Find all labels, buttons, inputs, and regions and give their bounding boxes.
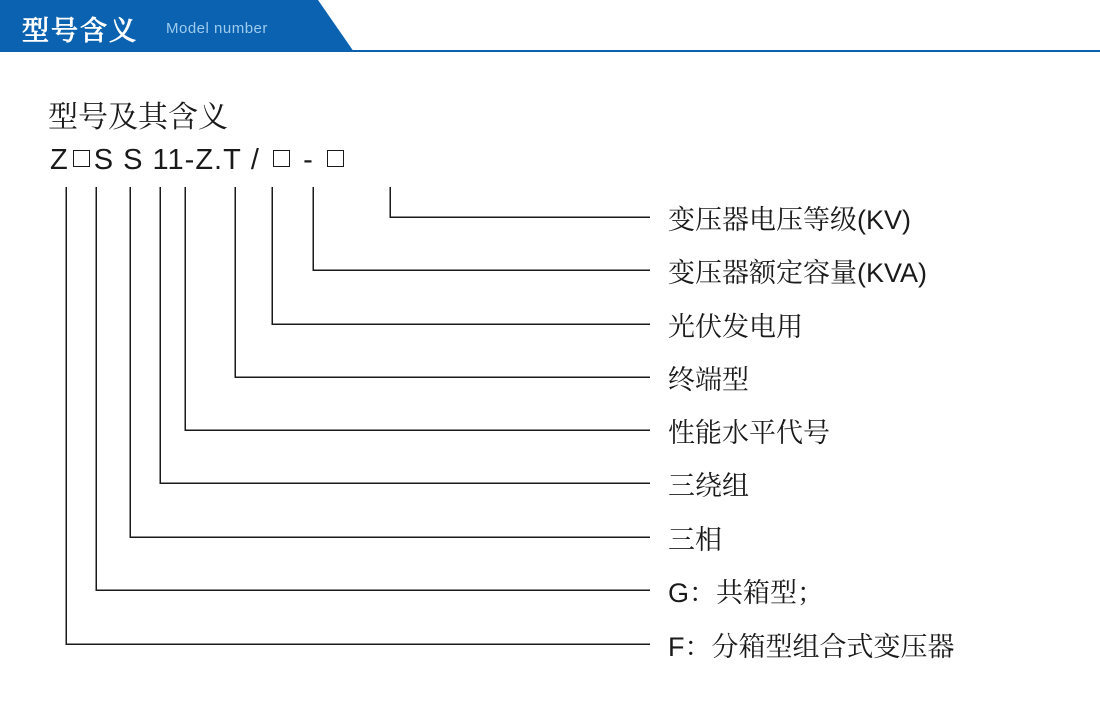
leader-performance-code (185, 187, 650, 430)
leader-lines-group (0, 52, 1100, 706)
model-code-char-11: 11 (152, 144, 185, 176)
leader-pv-use (272, 187, 650, 324)
label-type-g: G：共箱型； (668, 578, 825, 608)
model-code-char-s2: S (123, 144, 144, 176)
page-subtitle: Model number (166, 20, 268, 37)
leader-rated-capacity (313, 187, 650, 270)
diagram-heading: 型号及其含义 (48, 101, 228, 134)
model-code-dash-1: - (184, 144, 196, 176)
model-code-dash-2: - (303, 144, 314, 176)
leader-type-f (66, 187, 650, 644)
leader-three-winding (160, 187, 650, 483)
model-code-char-s1: S (93, 144, 115, 176)
label-type-f: F：分箱型组合式变压器 (668, 632, 955, 662)
label-voltage-level: 变压器电压等级(KV) (668, 205, 911, 235)
leader-three-phase (130, 187, 650, 537)
page-title: 型号含义 (22, 16, 138, 46)
model-code-char-z: Z (50, 144, 69, 176)
label-rated-capacity: 变压器额定容量(KVA) (668, 258, 928, 288)
page-header (0, 0, 1100, 52)
leader-terminal-type (235, 187, 650, 377)
model-code-char-zt: Z.T (195, 144, 242, 176)
label-terminal-type: 终端型 (668, 365, 749, 395)
label-pv-use: 光伏发电用 (668, 312, 803, 342)
label-three-phase: 三相 (668, 525, 722, 555)
model-code-slash: / (250, 144, 260, 176)
model-number-diagram (0, 52, 1100, 706)
header-banner-slant (318, 0, 354, 52)
label-three-winding: 三绕组 (668, 471, 749, 501)
label-performance-code: 性能水平代号 (668, 418, 830, 448)
leader-type-g (96, 187, 650, 590)
leader-voltage-level (390, 187, 650, 217)
